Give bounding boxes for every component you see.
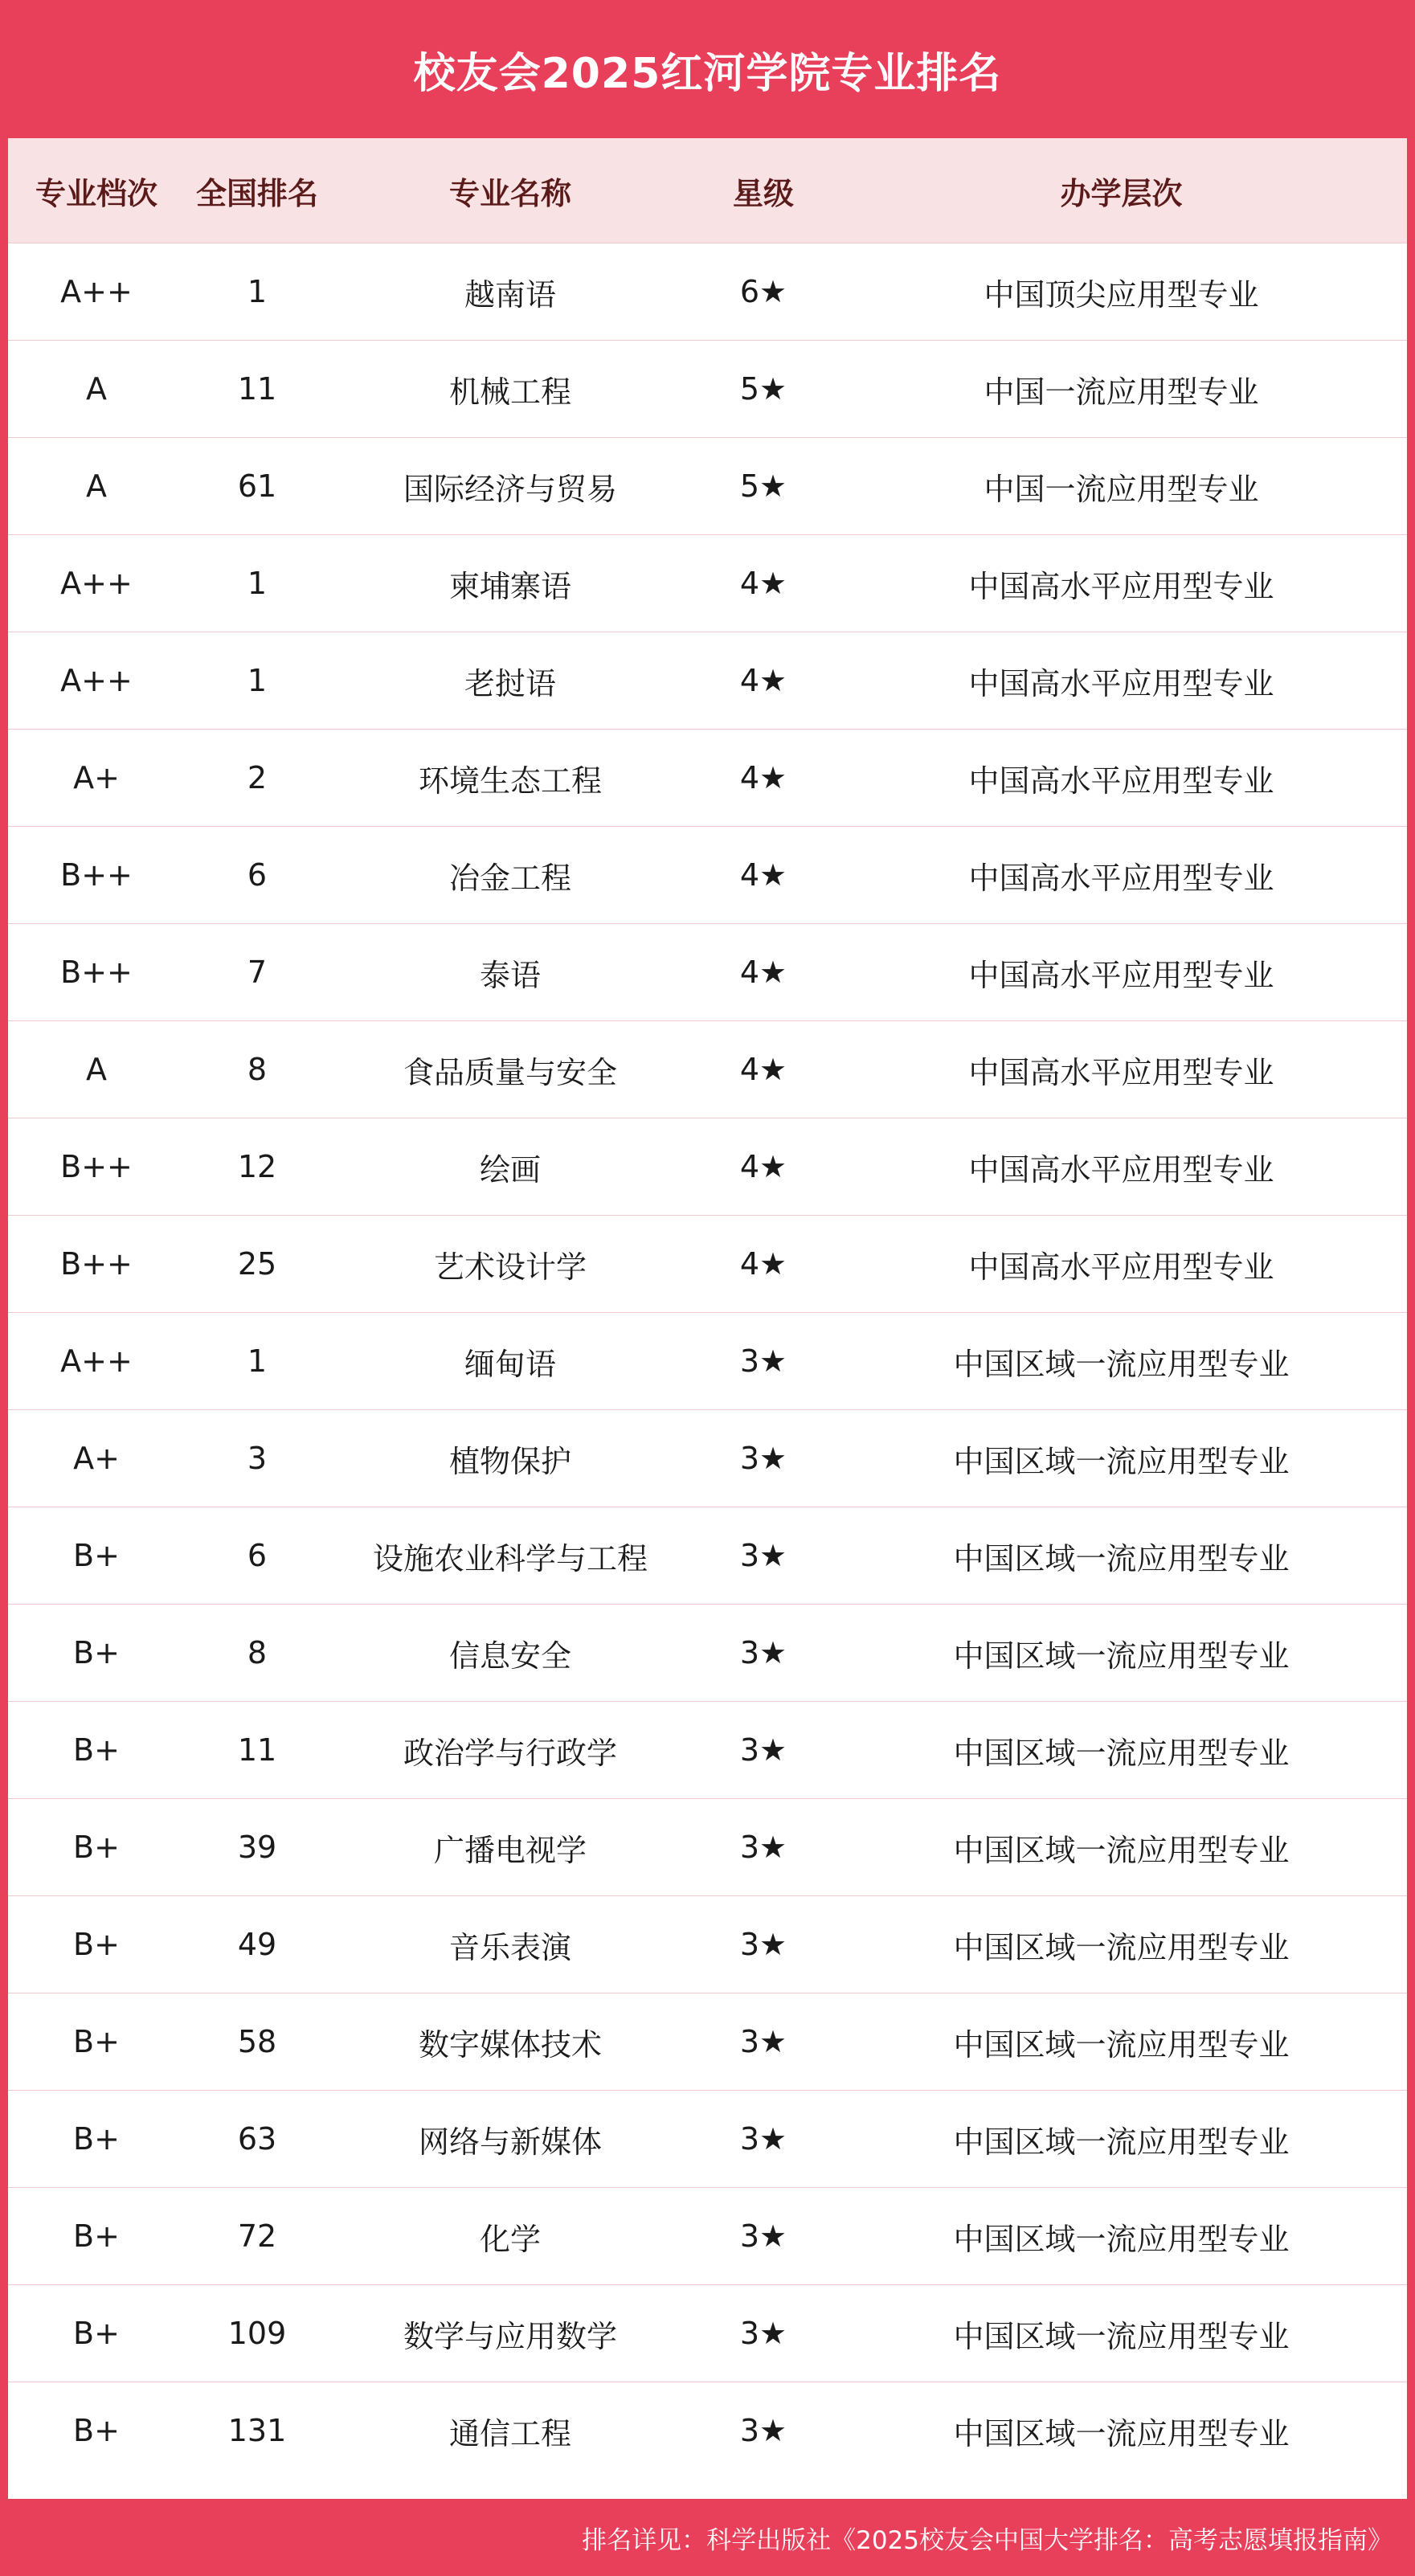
cell-national-rank: 11 (185, 341, 329, 438)
table-row (8, 1799, 1407, 1896)
column-header-star-rating: 星级 (691, 138, 836, 243)
table-row (8, 2382, 1407, 2480)
cell-school-tier: 中国顶尖应用型专业 (836, 243, 1407, 341)
cell-star-rating: 4★ (691, 535, 836, 632)
cell-star-rating: 3★ (691, 1313, 836, 1410)
cell-star-rating: 3★ (691, 2091, 836, 2188)
cell-level: A++ (8, 1313, 185, 1410)
cell-major-name: 柬埔寨语 (329, 535, 691, 632)
cell-school-tier: 中国区域一流应用型专业 (836, 1702, 1407, 1799)
cell-school-tier: 中国区域一流应用型专业 (836, 1410, 1407, 1507)
cell-major-name: 食品质量与安全 (329, 1021, 691, 1118)
cell-school-tier: 中国区域一流应用型专业 (836, 1507, 1407, 1605)
cell-major-name: 国际经济与贸易 (329, 438, 691, 535)
cell-major-name: 环境生态工程 (329, 730, 691, 827)
cell-school-tier: 中国高水平应用型专业 (836, 632, 1407, 730)
cell-national-rank: 63 (185, 2091, 329, 2188)
cell-level: B+ (8, 1605, 185, 1702)
cell-major-name: 老挝语 (329, 632, 691, 730)
cell-school-tier: 中国一流应用型专业 (836, 438, 1407, 535)
cell-national-rank: 6 (185, 827, 329, 924)
table-row (8, 827, 1407, 924)
table-row (8, 341, 1407, 438)
cell-school-tier: 中国区域一流应用型专业 (836, 1993, 1407, 2091)
cell-major-name: 机械工程 (329, 341, 691, 438)
table-row (8, 1702, 1407, 1799)
table-row (8, 1021, 1407, 1118)
cell-star-rating: 3★ (691, 1605, 836, 1702)
cell-level: B+ (8, 1993, 185, 2091)
cell-national-rank: 49 (185, 1896, 329, 1993)
cell-school-tier: 中国高水平应用型专业 (836, 730, 1407, 827)
cell-level: B++ (8, 827, 185, 924)
cell-level: A++ (8, 632, 185, 730)
cell-national-rank: 2 (185, 730, 329, 827)
table-row (8, 2188, 1407, 2285)
table-row (8, 2091, 1407, 2188)
cell-major-name: 缅甸语 (329, 1313, 691, 1410)
table-row (8, 1605, 1407, 1702)
cell-national-rank: 8 (185, 1021, 329, 1118)
cell-level: A+ (8, 1410, 185, 1507)
cell-school-tier: 中国区域一流应用型专业 (836, 1605, 1407, 1702)
table-row (8, 1216, 1407, 1313)
cell-level: A (8, 341, 185, 438)
cell-major-name: 通信工程 (329, 2382, 691, 2480)
cell-star-rating: 3★ (691, 2382, 836, 2480)
cell-star-rating: 4★ (691, 1021, 836, 1118)
table-row (8, 1313, 1407, 1410)
cell-level: B+ (8, 1896, 185, 1993)
cell-school-tier: 中国高水平应用型专业 (836, 827, 1407, 924)
cell-school-tier: 中国区域一流应用型专业 (836, 2382, 1407, 2480)
cell-national-rank: 39 (185, 1799, 329, 1896)
table-row (8, 2285, 1407, 2382)
column-header-school-tier: 办学层次 (836, 138, 1407, 243)
column-header-level: 专业档次 (8, 138, 185, 243)
cell-school-tier: 中国区域一流应用型专业 (836, 1313, 1407, 1410)
cell-star-rating: 4★ (691, 827, 836, 924)
cell-national-rank: 1 (185, 535, 329, 632)
table-row (8, 632, 1407, 730)
cell-star-rating: 4★ (691, 1118, 836, 1216)
cell-major-name: 艺术设计学 (329, 1216, 691, 1313)
cell-major-name: 政治学与行政学 (329, 1702, 691, 1799)
cell-level: A++ (8, 535, 185, 632)
table-row (8, 730, 1407, 827)
page-title: 校友会2025红河学院专业排名 (413, 49, 1002, 98)
cell-major-name: 冶金工程 (329, 827, 691, 924)
cell-star-rating: 6★ (691, 243, 836, 341)
table-row (8, 1507, 1407, 1605)
cell-school-tier: 中国一流应用型专业 (836, 341, 1407, 438)
cell-star-rating: 4★ (691, 730, 836, 827)
column-header-national-rank: 全国排名 (185, 138, 329, 243)
cell-star-rating: 5★ (691, 341, 836, 438)
cell-national-rank: 131 (185, 2382, 329, 2480)
cell-star-rating: 4★ (691, 632, 836, 730)
cell-national-rank: 72 (185, 2188, 329, 2285)
cell-star-rating: 3★ (691, 1702, 836, 1799)
cell-major-name: 设施农业科学与工程 (329, 1507, 691, 1605)
cell-school-tier: 中国区域一流应用型专业 (836, 1896, 1407, 1993)
cell-level: B+ (8, 1507, 185, 1605)
ranking-table (8, 138, 1407, 2480)
cell-school-tier: 中国高水平应用型专业 (836, 1216, 1407, 1313)
cell-major-name: 植物保护 (329, 1410, 691, 1507)
table-header-row (8, 138, 1407, 243)
cell-national-rank: 58 (185, 1993, 329, 2091)
cell-major-name: 化学 (329, 2188, 691, 2285)
cell-school-tier: 中国高水平应用型专业 (836, 1118, 1407, 1216)
cell-level: A+ (8, 730, 185, 827)
cell-national-rank: 3 (185, 1410, 329, 1507)
cell-major-name: 数学与应用数学 (329, 2285, 691, 2382)
cell-level: B++ (8, 1216, 185, 1313)
cell-national-rank: 8 (185, 1605, 329, 1702)
cell-national-rank: 1 (185, 243, 329, 341)
cell-major-name: 音乐表演 (329, 1896, 691, 1993)
cell-level: B+ (8, 1799, 185, 1896)
cell-national-rank: 12 (185, 1118, 329, 1216)
cell-star-rating: 3★ (691, 2188, 836, 2285)
cell-level: A++ (8, 243, 185, 341)
cell-level: B+ (8, 2382, 185, 2480)
cell-level: B+ (8, 2091, 185, 2188)
cell-national-rank: 61 (185, 438, 329, 535)
cell-star-rating: 3★ (691, 1410, 836, 1507)
cell-school-tier: 中国区域一流应用型专业 (836, 1799, 1407, 1896)
cell-star-rating: 3★ (691, 1799, 836, 1896)
table-body (8, 243, 1407, 2480)
cell-level: A (8, 1021, 185, 1118)
cell-star-rating: 5★ (691, 438, 836, 535)
cell-level: B++ (8, 1118, 185, 1216)
cell-national-rank: 25 (185, 1216, 329, 1313)
table-row (8, 1118, 1407, 1216)
cell-school-tier: 中国高水平应用型专业 (836, 924, 1407, 1021)
cell-level: B+ (8, 2188, 185, 2285)
table-row (8, 1993, 1407, 2091)
cell-level: B+ (8, 1702, 185, 1799)
cell-major-name: 广播电视学 (329, 1799, 691, 1896)
cell-national-rank: 109 (185, 2285, 329, 2382)
cell-national-rank: 6 (185, 1507, 329, 1605)
cell-major-name: 网络与新媒体 (329, 2091, 691, 2188)
cell-major-name: 绘画 (329, 1118, 691, 1216)
cell-school-tier: 中国区域一流应用型专业 (836, 2188, 1407, 2285)
table-row (8, 924, 1407, 1021)
table-row (8, 535, 1407, 632)
cell-national-rank: 11 (185, 1702, 329, 1799)
cell-major-name: 数字媒体技术 (329, 1993, 691, 2091)
cell-national-rank: 7 (185, 924, 329, 1021)
cell-star-rating: 4★ (691, 924, 836, 1021)
cell-school-tier: 中国高水平应用型专业 (836, 1021, 1407, 1118)
cell-school-tier: 中国区域一流应用型专业 (836, 2091, 1407, 2188)
cell-major-name: 信息安全 (329, 1605, 691, 1702)
cell-school-tier: 中国区域一流应用型专业 (836, 2285, 1407, 2382)
cell-star-rating: 3★ (691, 1896, 836, 1993)
table-row (8, 438, 1407, 535)
cell-star-rating: 3★ (691, 1993, 836, 2091)
cell-school-tier: 中国高水平应用型专业 (836, 535, 1407, 632)
column-header-major-name: 专业名称 (329, 138, 691, 243)
table-row (8, 1896, 1407, 1993)
cell-level: B++ (8, 924, 185, 1021)
cell-national-rank: 1 (185, 1313, 329, 1410)
cell-star-rating: 3★ (691, 1507, 836, 1605)
cell-major-name: 泰语 (329, 924, 691, 1021)
cell-star-rating: 3★ (691, 2285, 836, 2382)
table-row (8, 243, 1407, 341)
cell-level: B+ (8, 2285, 185, 2382)
cell-major-name: 越南语 (329, 243, 691, 341)
source-footnote: 排名详见：科学出版社《2025校友会中国大学排名：高考志愿填报指南》 (582, 2525, 1393, 2555)
table-row (8, 1410, 1407, 1507)
cell-national-rank: 1 (185, 632, 329, 730)
cell-level: A (8, 438, 185, 535)
ranking-table-container (8, 138, 1407, 2499)
cell-star-rating: 4★ (691, 1216, 836, 1313)
